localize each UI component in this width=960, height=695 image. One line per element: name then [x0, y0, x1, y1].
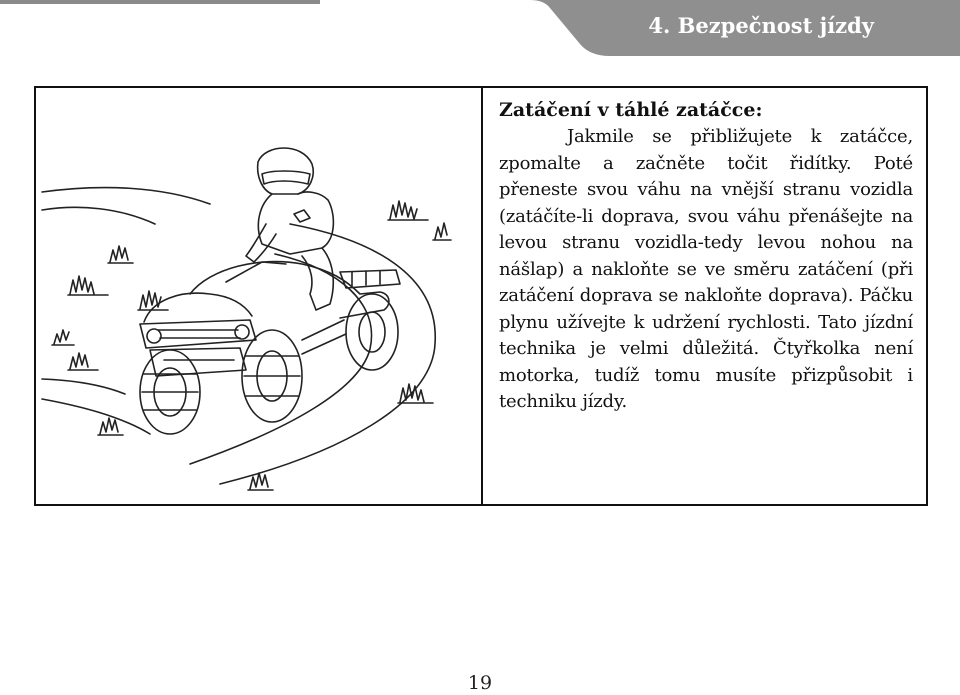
- section-body: Jakmile se přibližujete k zatáčce, zpomalte a začněte točit řidítky. Poté přeneste svou váhu na vnější stranu vozidla (zatáčíte-li doprava, svou váhu přenášejte na levou stranu vozidla-tedy levou nohou na nášlap) a nakloňte se ve směru zatáčení (při zatáčení doprava se nakloňte doprava). Páčku plynu užívejte k udržení rychlosti. Tato jízdní technika je velmi důležitá. Čtyřkolka není motorka, tudíž tomu musíte přizpůsobit i techniku jízdy.: [499, 126, 913, 412]
- content-box: [34, 86, 928, 506]
- section-title: Zatáčení v táhlé zatáčce:: [499, 99, 763, 121]
- text-column: [499, 98, 913, 416]
- column-divider: [481, 88, 483, 504]
- chapter-title: 4. Bezpečnost jízdy: [648, 13, 874, 38]
- atv-rider-illustration-icon: [40, 144, 476, 494]
- top-rule: [0, 0, 320, 4]
- chapter-header-tab: [520, 0, 960, 56]
- page-number: 19: [467, 672, 493, 694]
